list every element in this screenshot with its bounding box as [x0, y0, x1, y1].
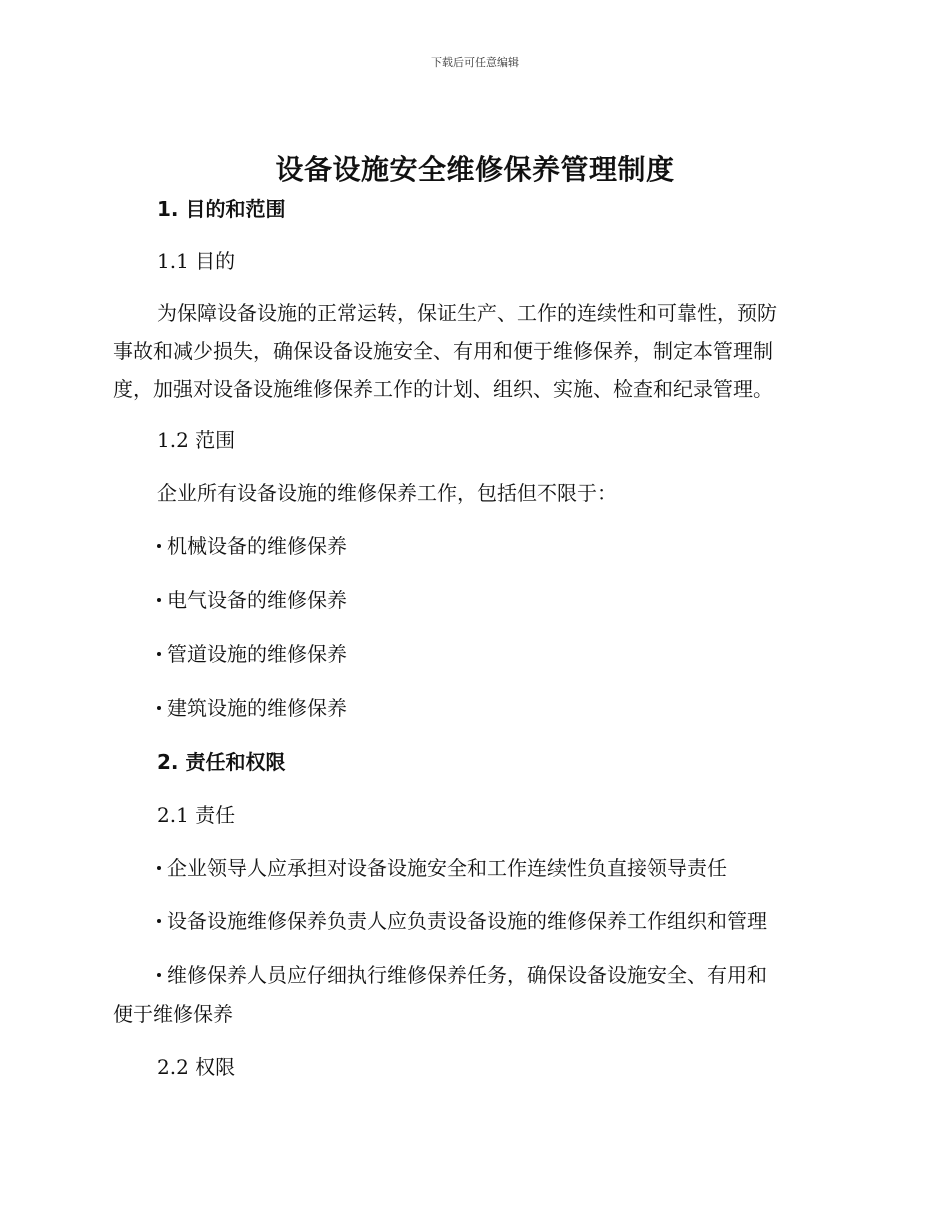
list-item	[157, 696, 347, 720]
purpose-line-2: 事故和减少损失，确保设备设施安全、有用和便于维修保养，制定本管理制	[113, 339, 773, 363]
section-2-1-heading: 2.1 责任	[157, 803, 236, 827]
bullet-icon	[157, 973, 161, 977]
section-1-1-heading: 1.1 目的	[157, 249, 236, 273]
responsibility-continuation: 便于维修保养	[113, 1002, 233, 1026]
bullet-icon	[157, 919, 161, 923]
header-note: 下载后可任意编辑	[431, 56, 519, 69]
bullet-icon	[157, 598, 161, 602]
bullet-icon	[157, 652, 161, 656]
responsibility-item-label: 设备设施维修保养负责人应负责设备设施的维修保养工作组织和管理	[167, 909, 767, 933]
section-1-2-heading: 1.2 范围	[157, 428, 236, 452]
list-item	[157, 856, 727, 880]
list-item	[157, 909, 767, 933]
list-item	[157, 963, 767, 987]
purpose-line-3: 度，加强对设备设施维修保养工作的计划、组织、实施、检查和纪录管理。	[113, 377, 773, 401]
purpose-line-1: 为保障设备设施的正常运转，保证生产、工作的连续性和可靠性，预防	[157, 301, 777, 325]
section-2-2-heading: 2.2 权限	[157, 1055, 236, 1079]
list-item	[157, 588, 347, 612]
bullet-icon	[157, 866, 161, 870]
bullet-icon	[157, 544, 161, 548]
responsibility-item-label: 企业领导人应承担对设备设施安全和工作连续性负直接领导责任	[167, 856, 727, 880]
scope-item-label: 管道设施的维修保养	[167, 642, 347, 666]
bullet-icon	[157, 706, 161, 710]
list-item	[157, 534, 347, 558]
section-1-heading: 1. 目的和范围	[157, 197, 286, 221]
list-item	[157, 642, 347, 666]
responsibility-item-label: 维修保养人员应仔细执行维修保养任务，确保设备设施安全、有用和	[167, 963, 767, 987]
scope-item-label: 电气设备的维修保养	[167, 588, 347, 612]
scope-intro: 企业所有设备设施的维修保养工作，包括但不限于：	[157, 481, 617, 505]
section-2-heading: 2. 责任和权限	[157, 750, 286, 774]
document-title: 设备设施安全维修保养管理制度	[275, 153, 675, 186]
scope-item-label: 机械设备的维修保养	[167, 534, 347, 558]
scope-item-label: 建筑设施的维修保养	[167, 696, 347, 720]
